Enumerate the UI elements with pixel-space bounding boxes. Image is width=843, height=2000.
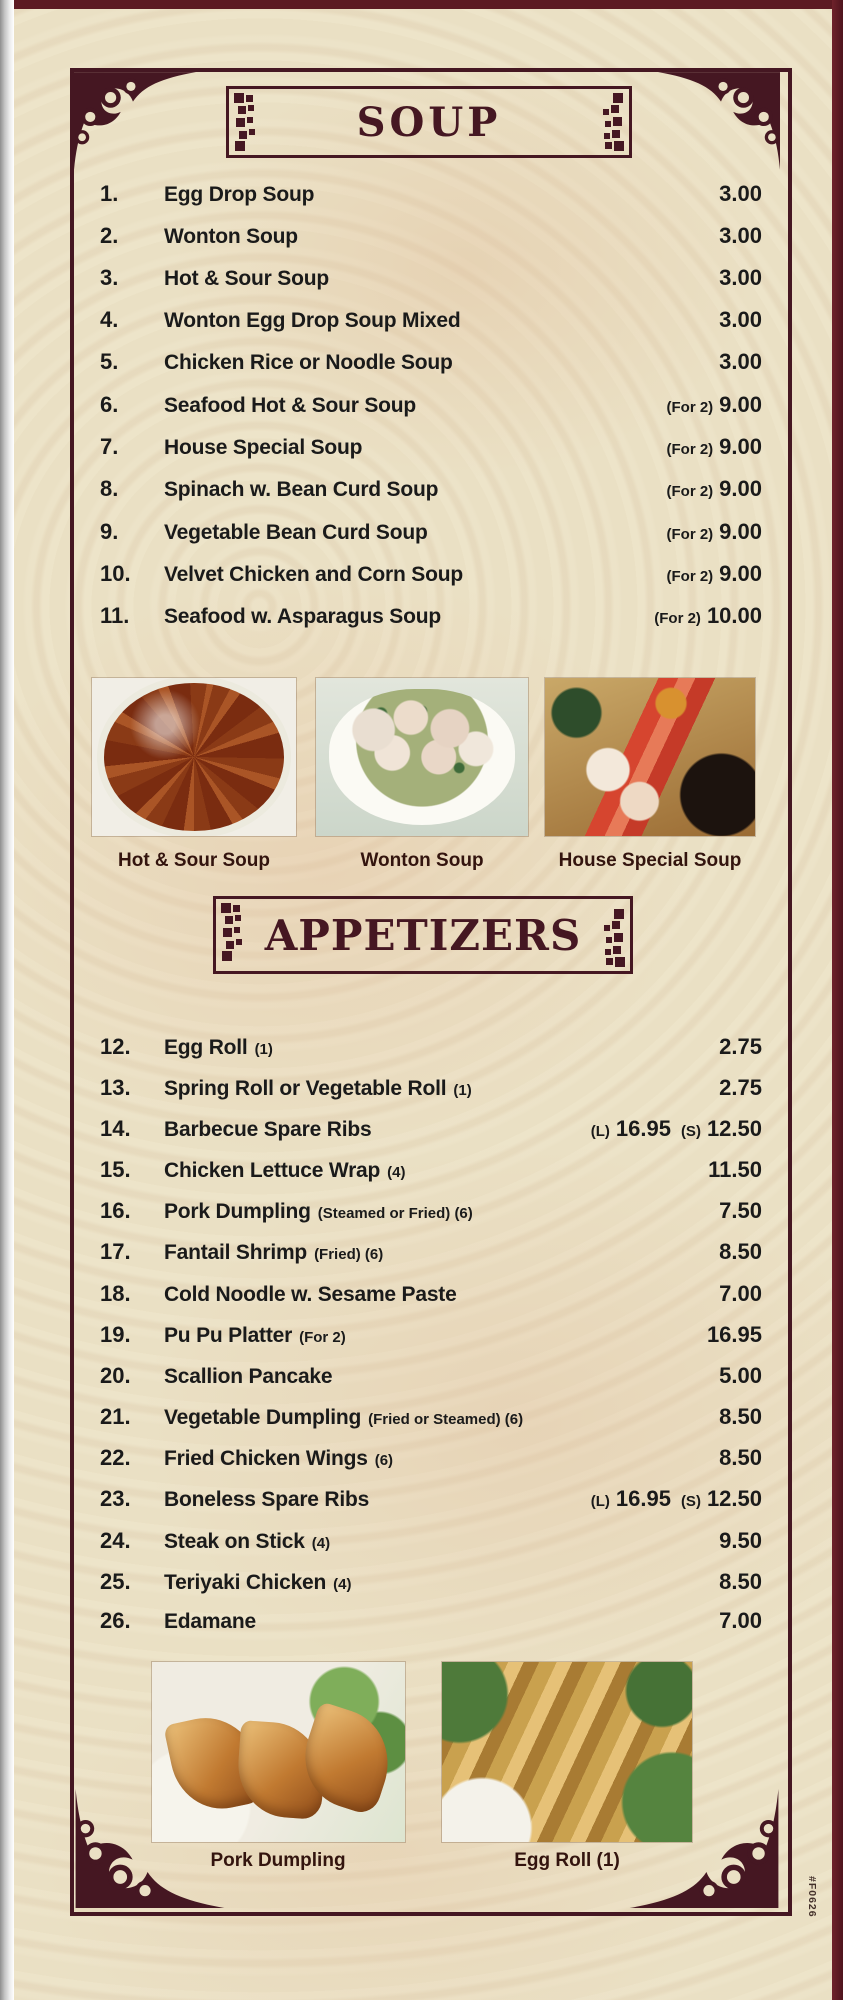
item-number: 13. — [100, 1075, 131, 1100]
item-name: Chicken Lettuce Wrap — [164, 1159, 381, 1182]
soup-bowl-graphic — [104, 683, 284, 832]
item-price: 3.00 — [719, 265, 762, 290]
menu-cover-top-edge — [14, 0, 843, 9]
menu-item-row — [100, 1075, 762, 1105]
menu-item-row — [100, 1034, 762, 1064]
item-number: 16. — [100, 1198, 131, 1223]
item-note: (Steamed or Fried) (6) — [317, 1205, 473, 1222]
item-price: 2.75 — [719, 1075, 762, 1100]
item-name: Fantail Shrimp — [164, 1241, 308, 1264]
item-price: 5.00 — [719, 1363, 762, 1388]
corner-scroll-ornament — [74, 72, 196, 174]
print-code: #F0626 — [806, 1876, 818, 1918]
menu-cover-right-edge — [832, 0, 843, 2000]
item-number: 5. — [100, 349, 119, 374]
item-number: 22. — [100, 1445, 131, 1470]
item-name: Boneless Spare Ribs — [164, 1488, 370, 1511]
photo-house-special-soup — [545, 678, 755, 836]
menu-item-row — [100, 561, 762, 591]
item-price: 9.50 — [719, 1528, 762, 1553]
item-name: Seafood Hot & Sour Soup — [164, 394, 417, 417]
item-number: 15. — [100, 1157, 131, 1182]
menu-item-row — [100, 476, 762, 506]
item-name: Cold Noodle w. Sesame Paste — [164, 1283, 457, 1306]
item-name: Hot & Sour Soup — [164, 267, 329, 290]
item-name: Edamane — [164, 1610, 256, 1633]
menu-item-row — [100, 307, 762, 337]
appetizers-section-title: APPETIZERS — [264, 910, 582, 960]
item-name: Spring Roll or Vegetable Roll — [164, 1077, 447, 1100]
item-number: 23. — [100, 1486, 131, 1511]
item-price: 9.00 — [719, 476, 762, 501]
item-note: (For 2) — [299, 1329, 346, 1346]
item-number: 4. — [100, 307, 119, 332]
item-name: Wonton Egg Drop Soup Mixed — [164, 309, 461, 332]
menu-item-row — [100, 1239, 762, 1269]
item-number: 19. — [100, 1322, 131, 1347]
item-number: 26. — [100, 1608, 131, 1633]
item-price: 8.50 — [719, 1445, 762, 1470]
menu-item-row — [100, 519, 762, 549]
item-name: Egg Drop Soup — [164, 183, 315, 206]
item-number: 3. — [100, 265, 119, 290]
item-price: 11.50 — [708, 1157, 762, 1182]
item-number: 12. — [100, 1034, 131, 1059]
item-name: Fried Chicken Wings — [164, 1447, 368, 1470]
item-number: 17. — [100, 1239, 131, 1264]
item-name: Vegetable Dumpling — [164, 1406, 362, 1429]
menu-item-row — [100, 1322, 762, 1352]
photo-caption: Egg Roll (1) — [514, 1850, 620, 1871]
menu-item-row — [100, 181, 762, 211]
soup-section-header — [226, 86, 632, 158]
item-price: 2.75 — [719, 1034, 762, 1059]
photo-caption: Hot & Sour Soup — [118, 850, 270, 871]
item-number: 20. — [100, 1363, 131, 1388]
item-name: Velvet Chicken and Corn Soup — [164, 563, 463, 586]
item-price-small: 12.50 — [706, 1486, 762, 1511]
menu-item-row — [100, 434, 762, 464]
header-block-ornament — [598, 93, 624, 151]
item-price: 9.00 — [719, 519, 762, 544]
menu-item-row — [100, 1486, 762, 1516]
item-price: 10.00 — [706, 603, 762, 628]
photo-caption: Wonton Soup — [360, 850, 484, 871]
photo-pork-dumpling — [152, 1662, 405, 1842]
item-name: Pu Pu Platter — [164, 1324, 293, 1347]
menu-item-row — [100, 1281, 762, 1311]
item-number: 18. — [100, 1281, 131, 1306]
page-left-edge — [0, 0, 14, 2000]
size-label-large: (L) — [590, 1123, 610, 1140]
item-number: 24. — [100, 1528, 131, 1553]
menu-item-row — [100, 1116, 762, 1146]
item-price: 9.00 — [719, 392, 762, 417]
item-note: (4) — [311, 1535, 331, 1552]
item-number: 2. — [100, 223, 119, 248]
item-number: 7. — [100, 434, 119, 459]
menu-item-row — [100, 1608, 762, 1638]
item-number: 9. — [100, 519, 119, 544]
serves-label: (For 2) — [666, 441, 714, 458]
serves-label: (For 2) — [666, 526, 714, 543]
item-name: House Special Soup — [164, 436, 363, 459]
menu-item-row — [100, 1157, 762, 1187]
item-price: 8.50 — [719, 1569, 762, 1594]
item-price-large: 16.95 — [615, 1116, 671, 1141]
item-price-large: 16.95 — [615, 1486, 671, 1511]
menu-item-row — [100, 223, 762, 253]
photo-egg-roll — [442, 1662, 692, 1842]
item-price: 3.00 — [719, 223, 762, 248]
soup-section-title: SOUP — [356, 98, 502, 146]
photo-caption: House Special Soup — [558, 850, 742, 871]
serves-label: (For 2) — [654, 610, 701, 627]
photo-hot-and-sour-soup — [92, 678, 296, 836]
decorative-frame — [70, 68, 792, 1916]
item-note: (4) — [333, 1576, 352, 1593]
soup-bowl-graphic — [329, 689, 516, 825]
item-price: 8.50 — [719, 1239, 762, 1264]
item-number: 1. — [100, 181, 119, 206]
item-number: 6. — [100, 392, 119, 417]
item-name: Scallion Pancake — [164, 1365, 333, 1388]
serves-label: (For 2) — [666, 483, 714, 500]
photo-wonton-soup — [316, 678, 528, 836]
menu-item-row — [100, 1528, 762, 1558]
item-number: 25. — [100, 1569, 131, 1594]
item-note: (4) — [387, 1164, 406, 1181]
item-name: Teriyaki Chicken — [164, 1571, 327, 1594]
item-price: 9.00 — [719, 434, 762, 459]
header-block-ornament — [221, 903, 247, 961]
item-price-small: 12.50 — [706, 1116, 762, 1141]
appetizers-section-header — [213, 896, 633, 974]
item-price: 7.00 — [719, 1608, 762, 1633]
size-label-small: (S) — [680, 1493, 701, 1510]
item-name: Vegetable Bean Curd Soup — [164, 521, 428, 544]
item-name: Wonton Soup — [164, 225, 298, 248]
item-name: Barbecue Spare Ribs — [164, 1118, 372, 1141]
item-price: 7.50 — [719, 1198, 762, 1223]
serves-label: (For 2) — [666, 568, 714, 585]
item-note: (Fried) (6) — [314, 1246, 384, 1263]
menu-item-row — [100, 1569, 762, 1599]
item-price: 7.00 — [719, 1281, 762, 1306]
serves-label: (For 2) — [666, 399, 714, 416]
header-block-ornament — [234, 93, 260, 151]
item-note: (1) — [453, 1082, 472, 1099]
menu-item-row — [100, 603, 762, 633]
item-number: 11. — [100, 603, 130, 628]
item-name: Seafood w. Asparagus Soup — [164, 605, 441, 628]
menu-item-row — [100, 1198, 762, 1228]
item-note: (Fried or Steamed) (6) — [368, 1411, 524, 1428]
photo-caption: Pork Dumpling — [210, 1850, 346, 1871]
item-number: 10. — [100, 561, 131, 586]
item-number: 21. — [100, 1404, 131, 1429]
item-price: 3.00 — [719, 349, 762, 374]
item-price: 3.00 — [719, 307, 762, 332]
item-note: (6) — [374, 1452, 394, 1469]
header-block-ornament — [599, 909, 625, 967]
size-label-large: (L) — [590, 1493, 610, 1510]
item-name: Spinach w. Bean Curd Soup — [164, 478, 439, 501]
item-name: Steak on Stick — [164, 1530, 305, 1553]
menu-item-row — [100, 392, 762, 422]
item-price: 16.95 — [706, 1322, 762, 1347]
menu-item-row — [100, 1404, 762, 1434]
item-name: Pork Dumpling — [164, 1200, 311, 1223]
size-label-small: (S) — [680, 1123, 701, 1140]
item-name: Egg Roll — [164, 1036, 248, 1059]
item-price: 8.50 — [719, 1404, 762, 1429]
menu-item-row — [100, 1363, 762, 1393]
menu-item-row — [100, 349, 762, 379]
item-note: (1) — [254, 1041, 273, 1058]
item-price: 9.00 — [719, 561, 762, 586]
menu-item-row — [100, 265, 762, 295]
item-number: 8. — [100, 476, 119, 501]
menu-item-row — [100, 1445, 762, 1475]
item-price: 3.00 — [719, 181, 762, 206]
corner-scroll-ornament — [658, 72, 780, 174]
item-name: Chicken Rice or Noodle Soup — [164, 351, 453, 374]
item-number: 14. — [100, 1116, 131, 1141]
